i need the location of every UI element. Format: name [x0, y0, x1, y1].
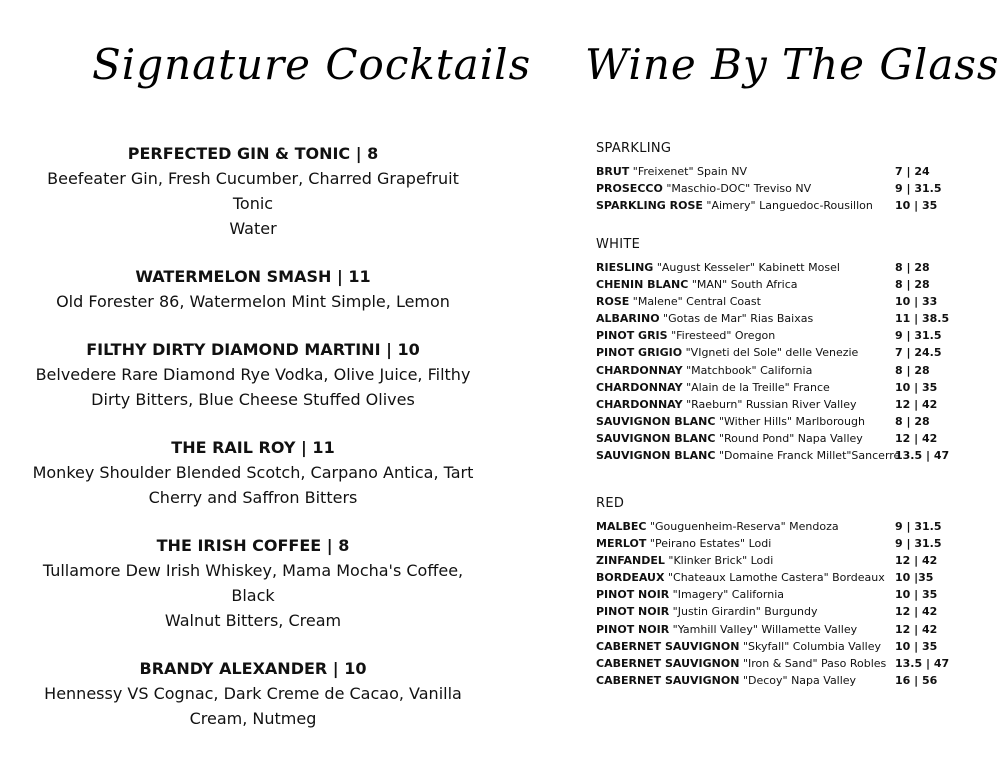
wine-name: CHARDONNAY	[596, 380, 683, 394]
wine-desc: "August Kesseler" Kabinett Mosel	[656, 261, 840, 274]
cocktail-item	[28, 264, 478, 314]
wine-row	[596, 621, 956, 638]
wine-row	[596, 413, 956, 430]
wine-row	[596, 276, 956, 293]
wine-price: 10 |35	[895, 571, 934, 585]
wine-name: CHARDONNAY	[596, 397, 683, 411]
cocktail-item	[28, 141, 478, 241]
wine-price: 8 | 28	[895, 261, 930, 274]
cocktail-desc-line: Belvedere Rare Diamond Rye Vodka, Olive Juice, Filthy	[35, 365, 471, 384]
cocktail-desc-line: Water	[229, 219, 277, 238]
wine-desc: "Alain de la Treille" France	[686, 380, 830, 394]
wine-section-heading: SPARKLING	[596, 141, 672, 156]
wine-section-heading: RED	[596, 496, 625, 511]
wine-price: 10 | 35	[895, 380, 938, 394]
wine-desc: "Skyfall" Columbia Valley	[742, 639, 881, 653]
cocktail-desc-line: Monkey Shoulder Blended Scotch, Carpano Antica, Tart	[32, 463, 474, 482]
wine-desc: "Domaine Franck Millet"Sancerre	[718, 449, 901, 463]
wine-row	[596, 180, 956, 197]
wine-price: 10 | 33	[895, 295, 938, 309]
cocktail-desc-line: Cherry and Saffron Bitters	[148, 488, 358, 507]
cocktail-item	[28, 435, 478, 510]
cocktail-name: THE RAIL ROY | 11	[171, 438, 335, 457]
wine-row	[596, 552, 956, 569]
wine-row	[596, 535, 956, 552]
wine-desc: "Round Pond" Napa Valley	[718, 431, 863, 445]
wine-row	[596, 638, 956, 655]
wine-price: 7 | 24	[895, 165, 930, 178]
wine-row	[596, 672, 956, 689]
cocktail-desc-line: Walnut Bitters, Cream	[164, 611, 342, 630]
wine-section-white	[596, 237, 956, 464]
cocktail-desc-line: Beefeater Gin, Fresh Cucumber, Charred Grapefruit Tonic	[47, 169, 459, 213]
wine-price: 8 | 28	[895, 363, 930, 377]
wine-section-red	[596, 496, 956, 689]
cocktail-desc-line: Tullamore Dew Irish Whiskey, Mama Mocha's Coffee, Black	[42, 561, 464, 605]
wine-name: PINOT GRIGIO	[596, 346, 683, 360]
cocktails-title: Signature Cocktails	[92, 40, 532, 89]
cocktail-item	[28, 656, 478, 731]
wine-price: 10 | 35	[895, 639, 938, 653]
wine-name: ALBARINO	[596, 312, 660, 326]
wine-desc: "Aimery" Languedoc-Rousillon	[706, 199, 873, 213]
wine-row	[596, 447, 956, 464]
wine-price: 12 | 42	[895, 397, 938, 411]
cocktail-desc-line: Dirty Bitters, Blue Cheese Stuffed Olives	[91, 390, 415, 409]
wine-row	[596, 430, 956, 447]
wine-desc: "VIgneti del Sole" delle Venezie	[685, 346, 859, 360]
cocktail-list	[28, 141, 478, 754]
wine-row	[596, 310, 956, 327]
wine-price: 13.5 | 47	[895, 656, 950, 670]
wine-price: 10 | 35	[895, 588, 938, 602]
wine-name: CABERNET SAUVIGNON	[596, 673, 740, 687]
wine-name: PINOT GRIS	[596, 329, 668, 343]
wine-name: BORDEAUX	[596, 571, 665, 585]
wine-row	[596, 163, 956, 180]
wine-name: SAUVIGNON BLANC	[596, 449, 716, 463]
wine-row	[596, 569, 956, 586]
wine-desc: "Chateaux Lamothe Castera" Bordeaux	[667, 571, 885, 585]
wine-price: 12 | 42	[895, 605, 938, 619]
wine-section-sparkling	[596, 141, 956, 214]
wine-name: BRUT	[596, 165, 630, 178]
wine-desc: "Maschio-DOC" Treviso NV	[666, 182, 812, 196]
wine-name: ZINFANDEL	[596, 554, 665, 568]
wine-desc: "Decoy" Napa Valley	[742, 673, 857, 687]
wine-price: 16 | 56	[895, 673, 938, 687]
wine-desc: "Gouguenheim-Reserva" Mendoza	[649, 520, 839, 533]
wine-price: 8 | 28	[895, 414, 930, 428]
wine-name: RIESLING	[596, 261, 654, 274]
wine-row	[596, 293, 956, 310]
wine-row	[596, 655, 956, 672]
cocktail-name: THE IRISH COFFEE | 8	[156, 536, 350, 555]
cocktail-name: FILTHY DIRTY DIAMOND MARTINI | 10	[86, 340, 420, 359]
wine-desc: "Imagery" California	[672, 588, 785, 602]
cocktail-desc-line: Cream, Nutmeg	[189, 709, 317, 728]
wine-desc: "Firesteed" Oregon	[671, 329, 776, 343]
cocktail-name: PERFECTED GIN & TONIC | 8	[127, 144, 379, 163]
wine-price: 11 | 38.5	[895, 312, 950, 326]
wine-desc: "Wither Hills" Marlborough	[718, 414, 865, 428]
cocktail-name: BRANDY ALEXANDER | 10	[139, 659, 367, 678]
wine-name: SAUVIGNON BLANC	[596, 431, 716, 445]
wine-desc: "Raeburn" Russian River Valley	[686, 397, 857, 411]
cocktail-name: WATERMELON SMASH | 11	[135, 267, 371, 286]
wine-row	[596, 379, 956, 396]
cocktail-desc-line: Old Forester 86, Watermelon Mint Simple, Lemon	[56, 292, 450, 311]
wine-price: 7 | 24.5	[895, 346, 942, 360]
wine-name: PROSECCO	[596, 182, 663, 196]
wine-desc: "Peirano Estates" Lodi	[649, 537, 772, 551]
wine-name: PINOT NOIR	[596, 622, 670, 636]
wine-name: PINOT NOIR	[596, 605, 670, 619]
wine-row	[596, 586, 956, 603]
wine-row	[596, 518, 956, 535]
wine-desc: "Malene" Central Coast	[632, 295, 761, 309]
wine-price: 9 | 31.5	[895, 182, 942, 196]
wine-name: CHENIN BLANC	[596, 278, 689, 292]
wine-name: SAUVIGNON BLANC	[596, 414, 716, 428]
wine-price: 9 | 31.5	[895, 537, 942, 551]
wine-desc: "MAN" South Africa	[691, 278, 798, 292]
wine-price: 10 | 35	[895, 199, 938, 213]
wine-section-heading: WHITE	[596, 237, 641, 252]
wine-row	[596, 344, 956, 361]
wine-desc: "Iron & Sand" Paso Robles	[742, 656, 887, 670]
wine-desc: "Matchbook" California	[686, 363, 813, 377]
wine-desc: "Gotas de Mar" Rias Baixas	[663, 312, 814, 326]
wine-row	[596, 327, 956, 344]
wine-desc: "Freixenet" Spain NV	[632, 165, 748, 178]
wine-price: 9 | 31.5	[895, 329, 942, 343]
wine-name: ROSE	[596, 295, 630, 309]
cocktail-item	[28, 337, 478, 412]
wine-name: MALBEC	[596, 520, 647, 533]
wine-name: PINOT NOIR	[596, 588, 670, 602]
wine-price: 13.5 | 47	[895, 449, 950, 463]
wine-price: 9 | 31.5	[895, 520, 942, 533]
wine-desc: "Klinker Brick" Lodi	[668, 554, 774, 568]
wine-name: CABERNET SAUVIGNON	[596, 639, 740, 653]
wine-desc: "Yamhill Valley" Willamette Valley	[672, 622, 858, 636]
wine-row	[596, 259, 956, 276]
wine-desc: "Justin Girardin" Burgundy	[672, 605, 818, 619]
wine-row	[596, 362, 956, 379]
wine-row	[596, 197, 956, 214]
wine-name: CHARDONNAY	[596, 363, 683, 377]
wine-name: SPARKLING ROSE	[596, 199, 703, 213]
wine-name: MERLOT	[596, 537, 647, 551]
wine-row	[596, 396, 956, 413]
wine-price: 12 | 42	[895, 431, 938, 445]
wine-row	[596, 603, 956, 620]
cocktail-desc-line: Hennessy VS Cognac, Dark Creme de Cacao, Vanilla	[44, 684, 462, 703]
wine-price: 12 | 42	[895, 554, 938, 568]
wine-title: Wine By The Glass	[585, 40, 1000, 89]
wine-price: 8 | 28	[895, 278, 930, 292]
wine-price: 12 | 42	[895, 622, 938, 636]
cocktail-item	[28, 533, 478, 633]
wine-name: CABERNET SAUVIGNON	[596, 656, 740, 670]
